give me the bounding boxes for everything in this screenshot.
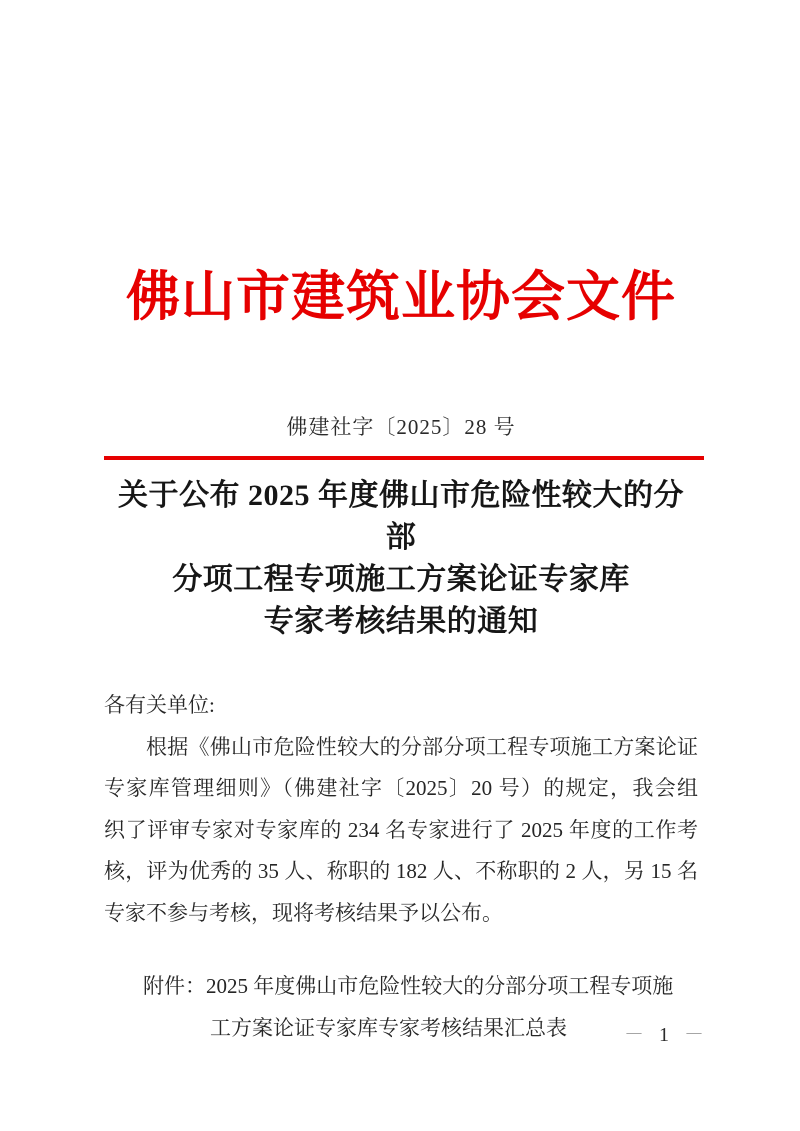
salutation: 各有关单位: — [104, 693, 215, 717]
document-number: 佛建社字〔2025〕28 号 — [286, 415, 516, 439]
notice-title — [104, 475, 698, 643]
org-letterhead-title: 佛山市建筑业协会文件 — [126, 267, 676, 327]
page-number-right-dash: － — [684, 1024, 706, 1046]
body-line: 专家不参与考核，现将考核结果予以公布。 — [104, 900, 503, 925]
attachment-line-2: 工方案论证专家库专家考核结果汇总表 — [210, 1015, 567, 1040]
notice-title-line-3: 专家考核结果的通知 — [263, 605, 539, 638]
page-number-left-dash: － — [624, 1024, 646, 1046]
page-number — [624, 1022, 706, 1048]
body-line: 专家库管理细则》（佛建社字〔2025〕20 号）的规定，我会组 — [104, 776, 698, 800]
page-number-value: 1 — [659, 1024, 671, 1046]
document-content — [0, 266, 800, 1049]
body-line: 核，评为优秀的 35 人、称职的 182 人、不称职的 2 人，另 15 名 — [104, 859, 698, 883]
attachment-line-1: 附件：2025 年度佛山市危险性较大的分部分项工程专项施 — [143, 974, 674, 998]
notice-title-line-2: 分项工程专项施工方案论证专家库 — [172, 563, 630, 596]
red-separator-rule — [104, 456, 704, 460]
body-line: 根据《佛山市危险性较大的分部分项工程专项施工方案论证 — [146, 734, 698, 759]
body-line: 织了评审专家对专家库的 234 名专家进行了 2025 年度的工作考 — [104, 817, 698, 842]
attachment-note — [104, 966, 698, 1049]
notice-title-line-1: 关于公布 2025 年度佛山市危险性较大的分部 — [118, 479, 684, 554]
notice-body — [104, 685, 698, 934]
